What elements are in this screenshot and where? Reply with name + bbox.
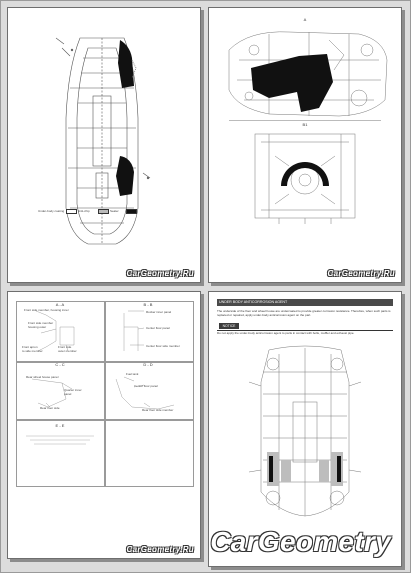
section-a-drawing [16,307,104,357]
notice-label: NOTICE [219,323,239,329]
section-b-drawing [104,307,192,357]
section-d-title: D - D [143,362,153,367]
section-cell-empty [104,419,194,487]
section-d-drawing [104,367,192,417]
section-e-drawing [16,430,104,480]
underbody-diagram [209,342,401,522]
legend-swatch-antichip [98,209,109,214]
view-a-title: A [303,17,307,22]
watermark-small: CarGeometry.Ru [327,269,395,278]
label: Front apron [22,345,38,349]
legend-swatch-undercoat [66,209,77,214]
legend-label-sealer: Sealer [110,209,119,213]
page-4 [208,291,402,567]
body-side-diagram [8,8,200,282]
label: housing outer [28,325,47,329]
section-b-title: B - B [143,302,153,307]
watermark-small: CarGeometry.Ru [126,545,194,554]
label: Rocker inner panel [146,310,172,314]
divider [229,120,381,121]
view-b-diagram [209,126,401,226]
watermark-small: CarGeometry.Ru [126,269,194,278]
section-banner: UNDER BODY ANTICORROSION AGENT [217,299,393,306]
view-b-title: B1 [302,122,308,127]
label: panel [64,392,72,396]
intro-text: The underside of the floor and wheel house are undercoated to provide greater corrosion resistance. Therefore, when such parts is replaced or repaired, apply under-body anticorrosion agent on the part. [217,309,391,317]
view-a-diagram [209,20,401,130]
label: Fuel tank [126,372,139,376]
page-1 [7,7,201,283]
undercoat-front-area [118,40,134,88]
label: Front side member [28,321,54,325]
section-c-drawing [16,367,104,417]
legend-label-antichip: Anti-chip [78,209,90,213]
legend-swatch-sealer [126,209,137,214]
label: Rear wheel house panel [26,375,59,379]
label: outer member [58,349,77,353]
page-2 [208,7,402,283]
undercoat-rear-area [116,156,134,196]
section-e-title: E - E [55,423,65,428]
label: Quarter inner [64,388,82,392]
label: Center floor panel [134,384,158,388]
label: Center floor side member [146,344,180,348]
page-3 [7,291,201,559]
notice-text: Do not apply the under-body anticorrosion agent to parts in contact with bolts, muffler and exhaust pipe. [217,331,355,335]
legend-label-undercoat: Under-body coating [38,209,65,213]
section-a-title: A - A [55,302,65,307]
label: Front side member, housing inner [24,308,69,312]
label: to side member [22,349,43,353]
label: Rear floor side [40,406,60,410]
watermark-large: CarGeometry [210,526,391,557]
label: Rear floor side member [142,408,174,412]
label: Front side [58,345,72,349]
notice-rule [217,330,393,331]
section-c-title: C - C [55,362,65,367]
label: Center floor panel [146,326,170,330]
view-a-undercoat-area [251,54,333,112]
